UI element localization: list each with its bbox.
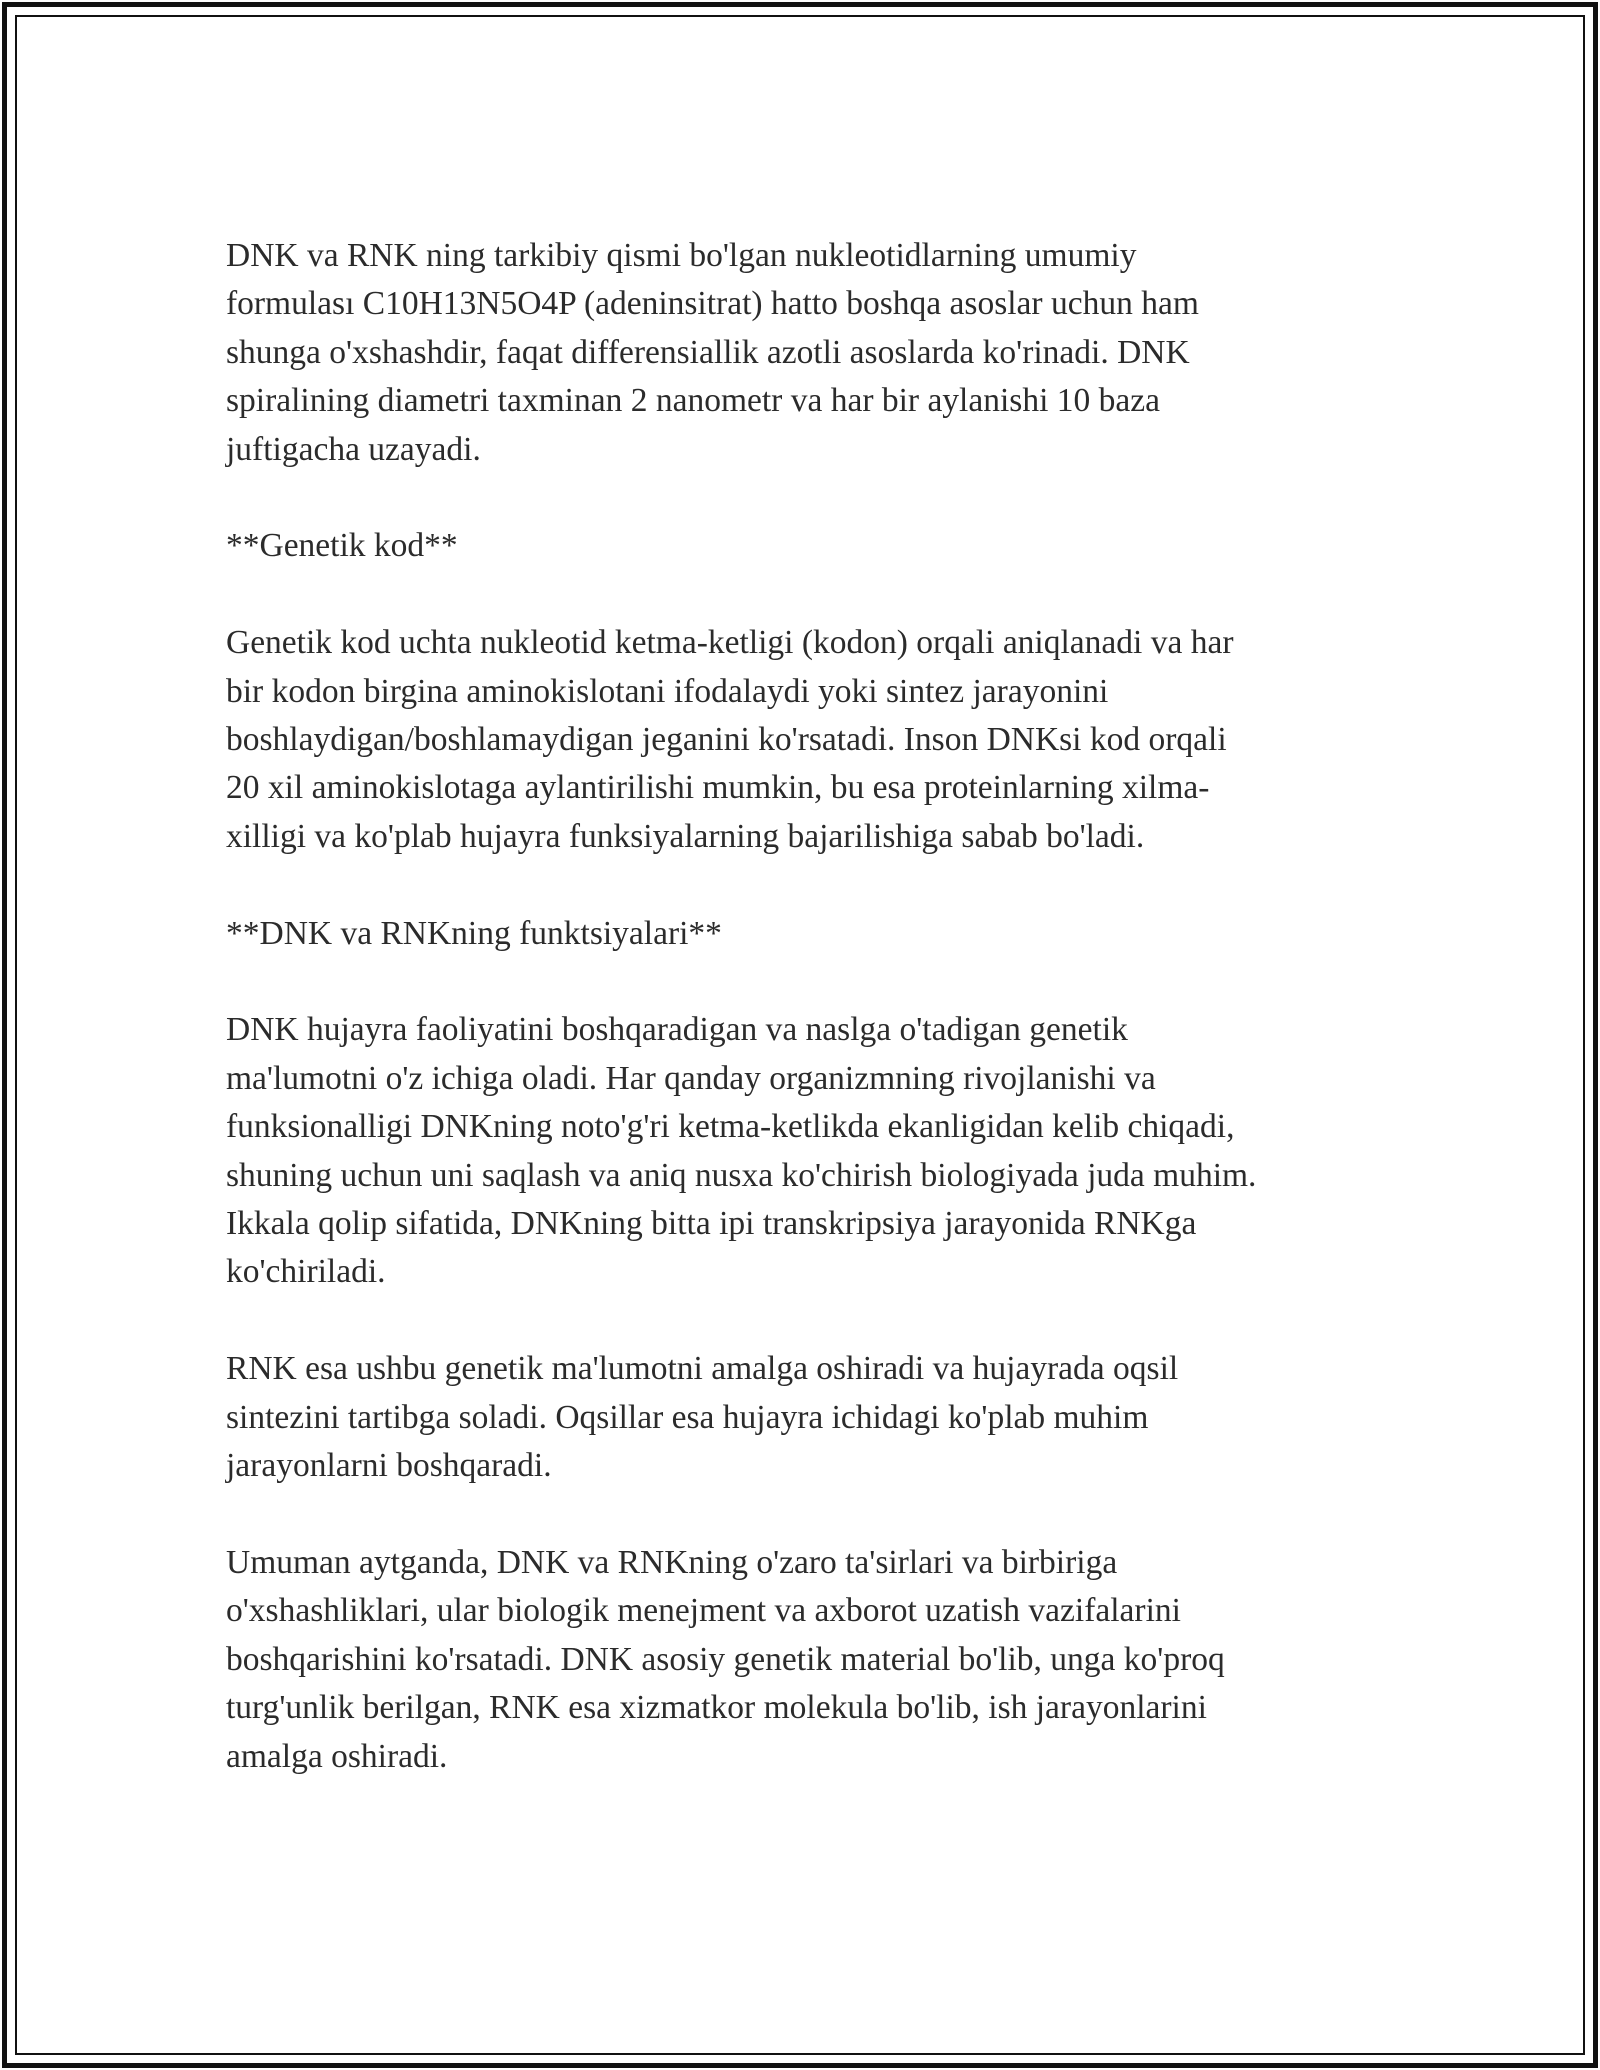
text-line: xilligi va ko'plab hujayra funksiyalarning bajarilishiga sabab bo'ladi. xyxy=(226,817,1145,855)
text-line: amalga oshiradi. xyxy=(226,1737,448,1775)
text-line: o'xshashliklari, ular biologik menejment va axborot uzatish vazifalarini xyxy=(226,1592,1181,1630)
paragraph-intro xyxy=(226,232,1386,474)
text-line: spiralining diametri taxminan 2 nanometr va har bir aylanishi 10 baza xyxy=(226,382,1160,420)
text-line: Genetik kod uchta nukleotid ketma-ketligi (kodon) orqali aniqlanadi va har xyxy=(226,624,1234,662)
text-line: boshqarishini ko'rsatadi. DNK asosiy genetik material bo'lib, unga ko'proq xyxy=(226,1640,1225,1678)
text-line: jarayonlarni boshqaradi. xyxy=(226,1447,552,1485)
paragraph-genetik-kod xyxy=(226,619,1386,861)
text-line: ma'lumotni o'z ichiga oladi. Har qanday organizmning rivojlanishi va xyxy=(226,1059,1156,1097)
text-line: DNK hujayra faoliyatini boshqaradigan va naslga o'tadigan genetik xyxy=(226,1011,1128,1049)
paragraph-dnk-function xyxy=(226,1006,1386,1296)
text-line: RNK esa ushbu genetik ma'lumotni amalga oshiradi va hujayrada oqsil xyxy=(226,1350,1179,1388)
text-line: Umuman aytganda, DNK va RNKning o'zaro ta'sirlari va birbiriga xyxy=(226,1543,1118,1581)
paragraph-rnk-function xyxy=(226,1345,1386,1490)
text-line: funksionalligi DNKning noto'g'ri ketma-ketlikda ekanligidan kelib chiqadi, xyxy=(226,1108,1235,1146)
text-line: formulası C10H13N5O4P (adeninsitrat) hatto boshqa asoslar uchun ham xyxy=(226,285,1199,323)
text-line: DNK va RNK ning tarkibiy qismi bo'lgan nukleotidlarning umumiy xyxy=(226,237,1137,274)
heading-genetik-kod xyxy=(226,522,1386,570)
text-line: turg'unlik berilgan, RNK esa xizmatkor molekula bo'lib, ish jarayonlarini xyxy=(226,1689,1207,1727)
text-line: shuning uchun uni saqlash va aniq nusxa ko'chirish biologiyada juda muhim. xyxy=(226,1156,1257,1194)
text-line: ko'chiriladi. xyxy=(226,1253,386,1291)
text-line: Ikkala qolip sifatida, DNKning bitta ipi transkripsiya jarayonida RNKga xyxy=(226,1205,1197,1243)
paragraph-conclusion xyxy=(226,1539,1386,1781)
text-line: bir kodon birgina aminokislotani ifodalaydi yoki sintez jarayonini xyxy=(226,672,1109,710)
text-line: boshlaydigan/boshlamaydigan jeganini ko'rsatadi. Inson DNKsi kod orqali xyxy=(226,721,1227,759)
heading-text: **DNK va RNKning funktsiyalari** xyxy=(226,914,722,952)
text-line: 20 xil aminokislotaga aylantirilishi mumkin, bu esa proteinlarning xilma- xyxy=(226,769,1210,807)
heading-funktsiyalari xyxy=(226,910,1386,958)
text-line: shunga o'xshashdir, faqat differensiallik azotli asoslarda ko'rinadi. DNK xyxy=(226,333,1190,371)
document-body xyxy=(226,232,1386,1829)
text-line: juftigacha uzayadi. xyxy=(226,430,481,468)
heading-text: **Genetik kod** xyxy=(226,527,458,565)
text-line: sintezini tartibga soladi. Oqsillar esa hujayra ichidagi ko'plab muhim xyxy=(226,1398,1149,1436)
